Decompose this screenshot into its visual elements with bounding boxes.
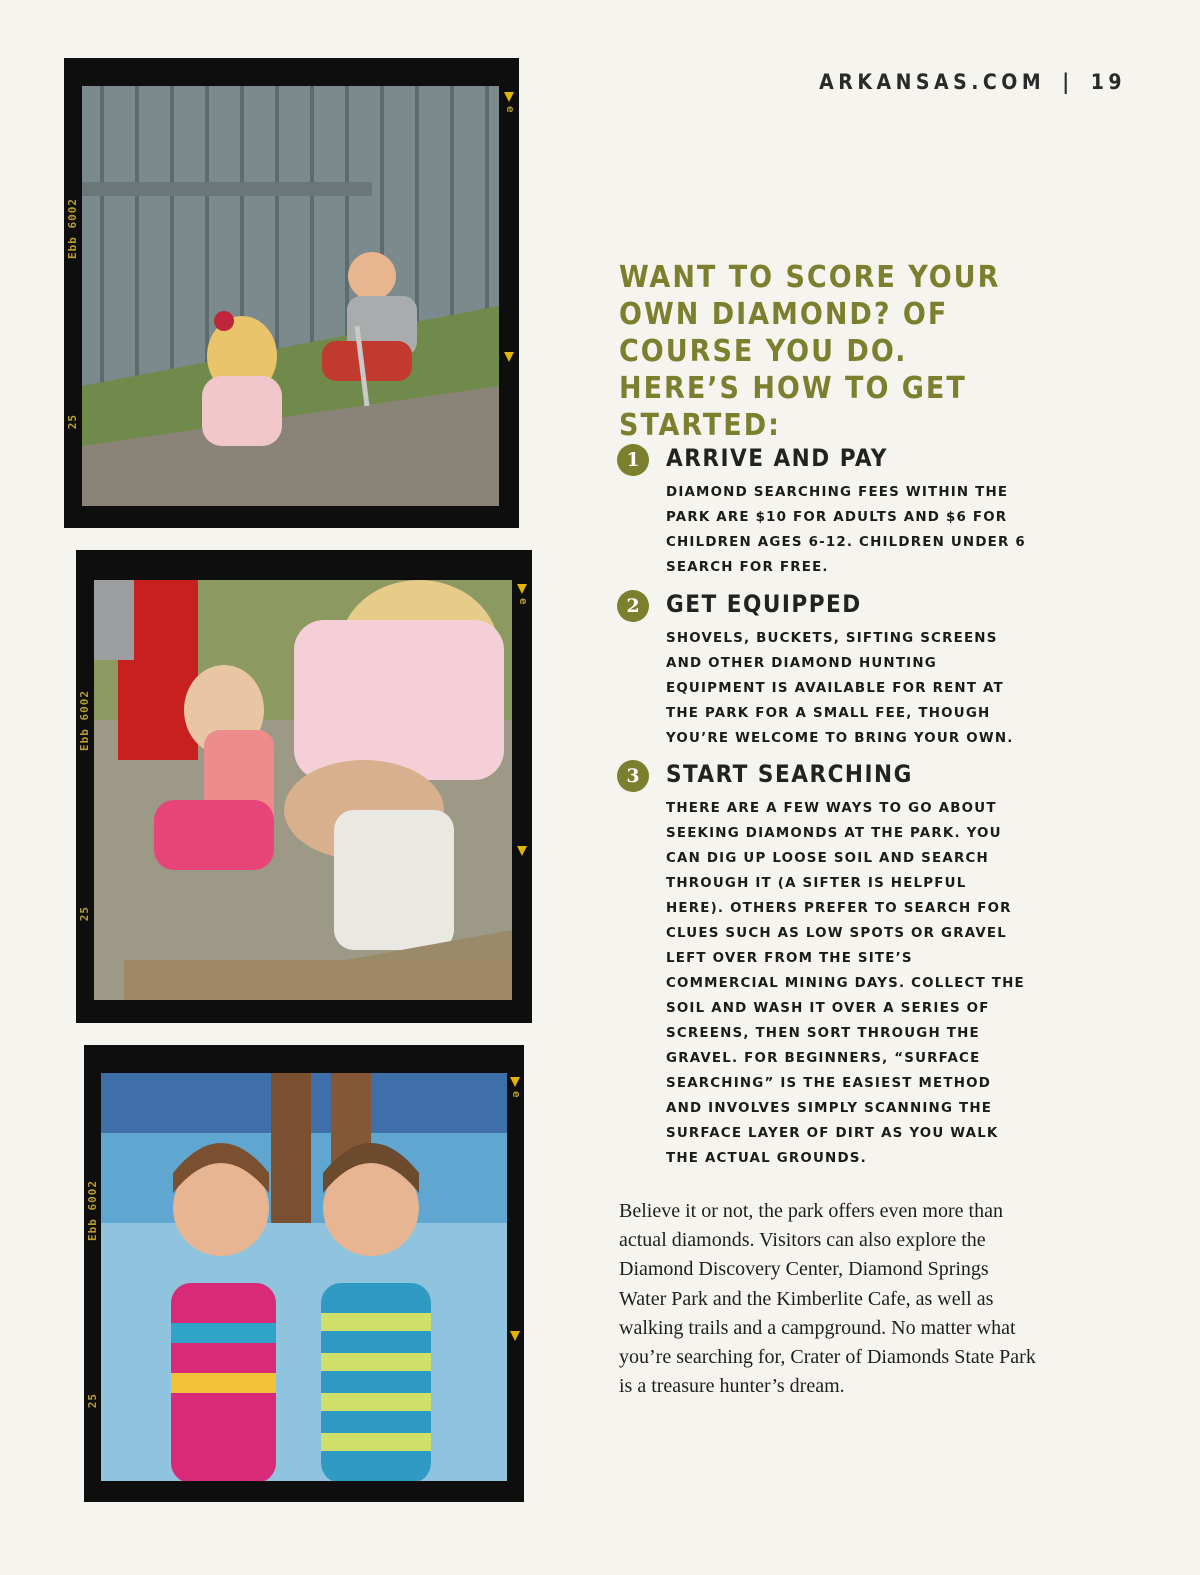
headline: WANT TO SCORE YOUR OWN DIAMOND? OF COURSE YOU DO. HERE’S HOW TO GET STARTED:	[619, 260, 1001, 443]
film-marker	[517, 584, 527, 594]
step-3	[617, 758, 1037, 1171]
step-body: SHOVELS, BUCKETS, SIFTING SCREENS AND OTHER DIAMOND HUNTING EQUIPMENT IS AVAILABLE FOR RENT AT THE PARK FOR A SMALL FEE, THOUGH YOU’RE WELCOME TO BRING YOUR OWN.	[666, 631, 1014, 746]
page-number: 19	[1090, 70, 1126, 94]
film-marker	[504, 352, 514, 362]
closing-paragraph: Believe it or not, the park offers even more than actual diamonds. Visitors can also explore the Diamond Discovery Center, Diamond Springs Water Park and the Kimberlite Cafe, as well as walking trails and a campground. No matter what you’re searching for, Crater of Diamonds State Park is a treasure hunter’s dream.	[619, 1200, 1036, 1398]
site-name: ARKANSAS.COM	[819, 70, 1046, 94]
film-frame-3	[84, 1045, 524, 1502]
film-frame-number: 25	[66, 414, 79, 430]
film-edge-code: Ebb 6002	[86, 1180, 99, 1241]
film-marker	[504, 92, 514, 102]
header-separator: |	[1062, 70, 1074, 94]
step-title: START SEARCHING	[666, 760, 913, 788]
film-frame-letter: e	[504, 106, 517, 114]
film-marker	[510, 1331, 520, 1341]
step-1	[617, 442, 1037, 580]
step-title: ARRIVE AND PAY	[666, 444, 888, 472]
film-frame-letter: e	[510, 1091, 523, 1099]
photo-sifting-box-art	[94, 580, 512, 1000]
film-frame-2	[76, 550, 532, 1023]
photo-water-park-art	[101, 1073, 507, 1481]
film-frame-letter: e	[517, 598, 530, 606]
step-number-badge: 2	[617, 590, 649, 622]
film-marker	[517, 846, 527, 856]
film-edge-code: Ebb 6002	[66, 198, 79, 259]
step-number-badge: 1	[617, 444, 649, 476]
step-number-badge: 3	[617, 760, 649, 792]
film-frame-number: 25	[78, 906, 91, 922]
film-frame-number: 25	[86, 1393, 99, 1409]
photo-sifting-box	[94, 580, 512, 1000]
film-edge-code: Ebb 6002	[78, 690, 91, 751]
step-title: GET EQUIPPED	[666, 590, 862, 618]
film-marker	[510, 1077, 520, 1087]
photo-digging-gravel	[82, 86, 499, 506]
step-body: DIAMOND SEARCHING FEES WITHIN THE PARK ARE $10 FOR ADULTS AND $6 FOR CHILDREN AGES 6-12. CHILDREN UNDER 6 SEARCH FOR FREE.	[666, 485, 1026, 575]
step-2	[617, 588, 1037, 751]
photo-digging-gravel-art	[82, 86, 499, 506]
film-frame-1	[64, 58, 519, 528]
photo-water-park	[101, 1073, 507, 1481]
step-body: THERE ARE A FEW WAYS TO GO ABOUT SEEKING DIAMONDS AT THE PARK. YOU CAN DIG UP LOOSE SOIL AND SEARCH THROUGH IT (A SIFTER IS HELPFUL HERE). OTHERS PREFER TO SEARCH FOR CLUES SUCH AS LOW SPOTS OR GRAVEL LEFT OVER FROM THE SITE’S COMMERCIAL MINING DAYS. COLLECT THE SOIL AND WASH IT OVER A SERIES OF SCREENS, THEN SORT THROUGH THE GRAVEL. FOR BEGINNERS, “SURFACE SEARCHING” IS THE EASIEST METHOD AND INVOLVES SIMPLY SCANNING THE SURFACE LAYER OF DIRT AS YOU WALK THE ACTUAL GROUNDS.	[666, 801, 1025, 1166]
page-header	[819, 70, 1126, 94]
